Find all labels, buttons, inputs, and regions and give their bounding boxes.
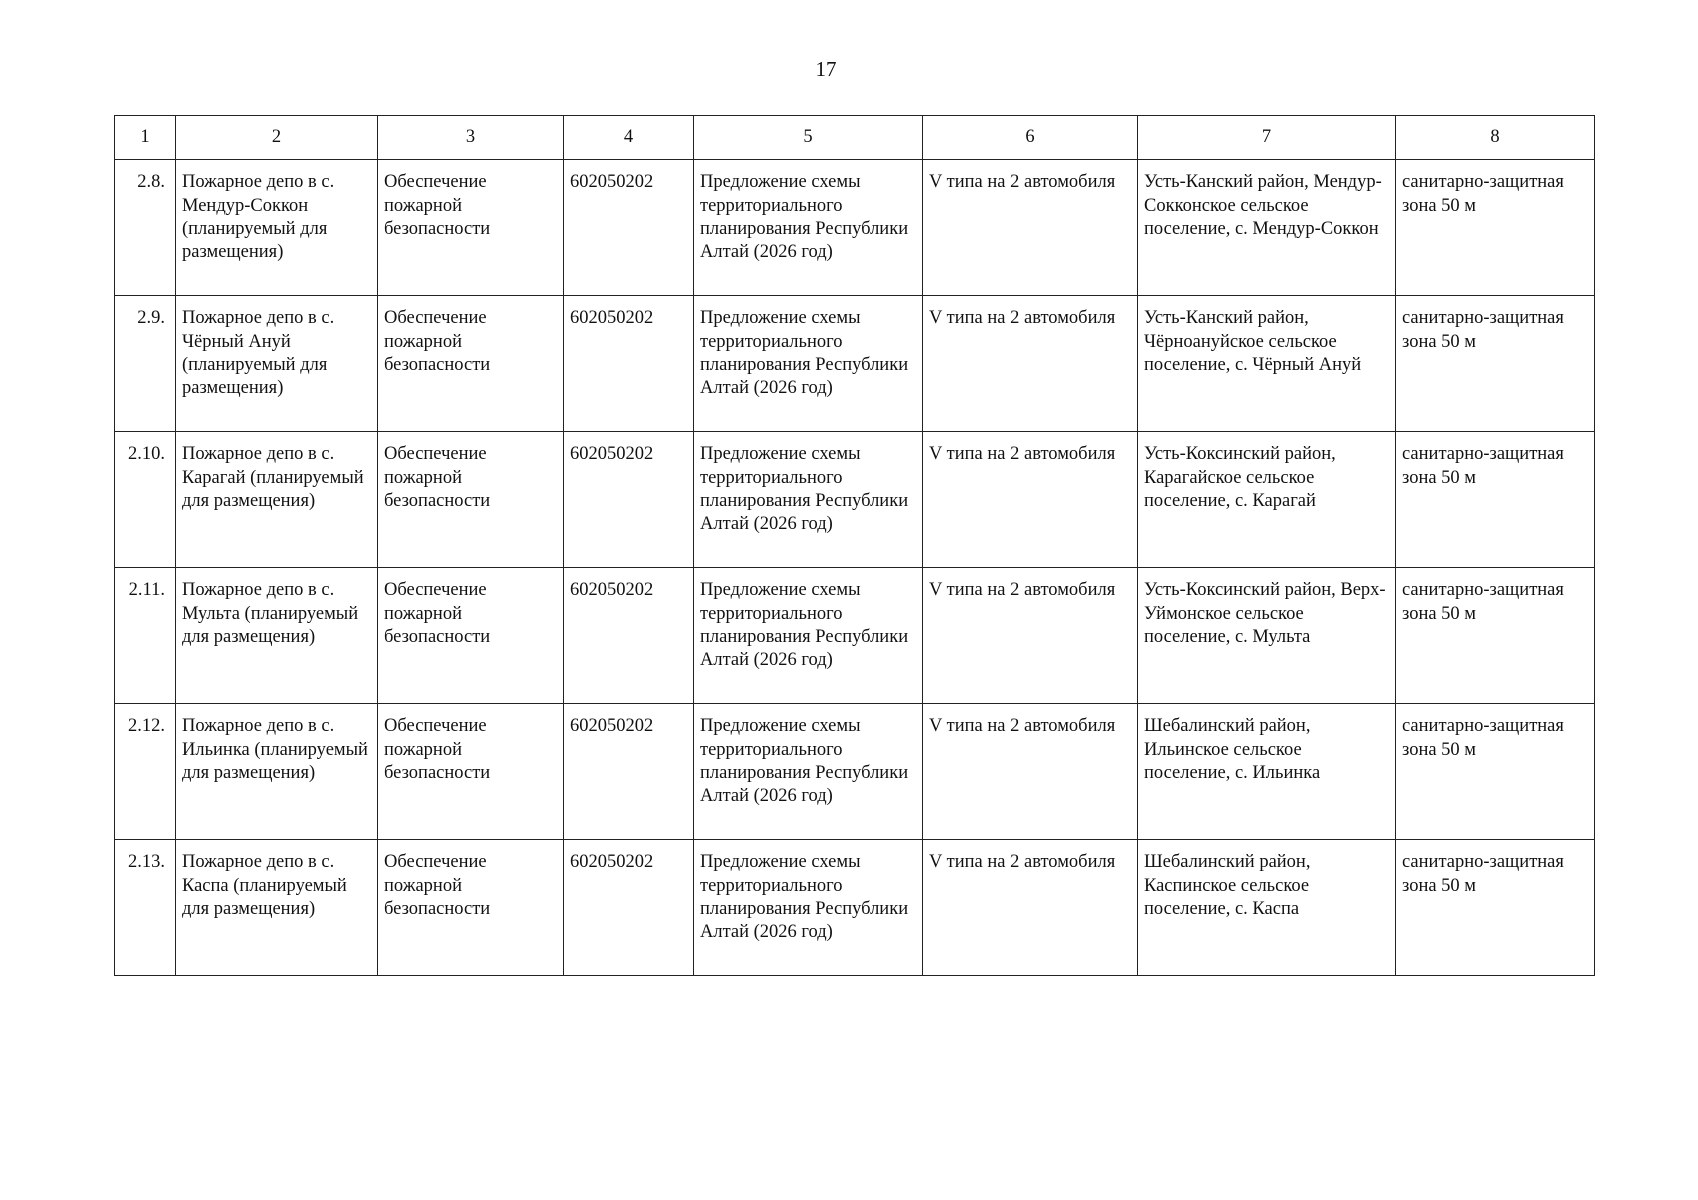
table-row [115, 704, 1595, 840]
object-location: Усть-Коксинский район, Верх-Уймонское сельское поселение, с. Мульта [1138, 568, 1396, 704]
object-characteristics: V типа на 2 автомобиля [923, 160, 1138, 296]
header-cell: 2 [176, 116, 378, 160]
object-name: Пожарное депо в с. Каспа (планируемый для размещения) [176, 840, 378, 976]
object-name: Пожарное депо в с. Карагай (планируемый для размещения) [176, 432, 378, 568]
object-code: 602050202 [564, 704, 694, 840]
object-purpose: Обеспечение пожарной безопасности [378, 840, 564, 976]
row-number: 2.13. [115, 840, 176, 976]
object-zone: санитарно-защитная зона 50 м [1396, 296, 1595, 432]
object-code: 602050202 [564, 568, 694, 704]
object-code: 602050202 [564, 160, 694, 296]
object-basis: Предложение схемы территориального планирования Республики Алтай (2026 год) [694, 160, 923, 296]
object-name: Пожарное депо в с. Мендур-Соккон (планируемый для размещения) [176, 160, 378, 296]
header-cell: 4 [564, 116, 694, 160]
row-number: 2.12. [115, 704, 176, 840]
object-basis: Предложение схемы территориального планирования Республики Алтай (2026 год) [694, 296, 923, 432]
objects-table [114, 115, 1595, 976]
object-location: Усть-Канский район, Мендур-Сокконское сельское поселение, с. Мендур-Соккон [1138, 160, 1396, 296]
header-cell: 8 [1396, 116, 1595, 160]
table-row [115, 432, 1595, 568]
object-characteristics: V типа на 2 автомобиля [923, 704, 1138, 840]
object-zone: санитарно-защитная зона 50 м [1396, 704, 1595, 840]
object-name: Пожарное депо в с. Ильинка (планируемый для размещения) [176, 704, 378, 840]
object-purpose: Обеспечение пожарной безопасности [378, 432, 564, 568]
row-number: 2.10. [115, 432, 176, 568]
table-row [115, 568, 1595, 704]
table-body [115, 116, 1595, 976]
object-name: Пожарное депо в с. Чёрный Ануй (планируемый для размещения) [176, 296, 378, 432]
object-characteristics: V типа на 2 автомобиля [923, 840, 1138, 976]
header-cell: 6 [923, 116, 1138, 160]
header-cell: 1 [115, 116, 176, 160]
object-basis: Предложение схемы территориального планирования Республики Алтай (2026 год) [694, 704, 923, 840]
object-code: 602050202 [564, 432, 694, 568]
object-purpose: Обеспечение пожарной безопасности [378, 160, 564, 296]
object-purpose: Обеспечение пожарной безопасности [378, 704, 564, 840]
object-characteristics: V типа на 2 автомобиля [923, 296, 1138, 432]
object-name: Пожарное депо в с. Мульта (планируемый для размещения) [176, 568, 378, 704]
table-row [115, 296, 1595, 432]
object-location: Усть-Коксинский район, Карагайское сельское поселение, с. Карагай [1138, 432, 1396, 568]
table-row [115, 160, 1595, 296]
header-cell: 7 [1138, 116, 1396, 160]
object-zone: санитарно-защитная зона 50 м [1396, 432, 1595, 568]
table-row [115, 840, 1595, 976]
object-code: 602050202 [564, 840, 694, 976]
object-purpose: Обеспечение пожарной безопасности [378, 568, 564, 704]
object-code: 602050202 [564, 296, 694, 432]
object-location: Шебалинский район, Ильинское сельское поселение, с. Ильинка [1138, 704, 1396, 840]
object-zone: санитарно-защитная зона 50 м [1396, 840, 1595, 976]
page-number: 17 [815, 57, 837, 81]
header-cell: 3 [378, 116, 564, 160]
row-number: 2.8. [115, 160, 176, 296]
object-location: Шебалинский район, Каспинское сельское поселение, с. Каспа [1138, 840, 1396, 976]
object-basis: Предложение схемы территориального планирования Республики Алтай (2026 год) [694, 568, 923, 704]
object-basis: Предложение схемы территориального планирования Республики Алтай (2026 год) [694, 840, 923, 976]
object-zone: санитарно-защитная зона 50 м [1396, 568, 1595, 704]
object-purpose: Обеспечение пожарной безопасности [378, 296, 564, 432]
header-row [115, 116, 1595, 160]
object-characteristics: V типа на 2 автомобиля [923, 568, 1138, 704]
object-zone: санитарно-защитная зона 50 м [1396, 160, 1595, 296]
row-number: 2.11. [115, 568, 176, 704]
header-cell: 5 [694, 116, 923, 160]
row-number: 2.9. [115, 296, 176, 432]
object-characteristics: V типа на 2 автомобиля [923, 432, 1138, 568]
object-location: Усть-Канский район, Чёрноануйское сельское поселение, с. Чёрный Ануй [1138, 296, 1396, 432]
object-basis: Предложение схемы территориального планирования Республики Алтай (2026 год) [694, 432, 923, 568]
